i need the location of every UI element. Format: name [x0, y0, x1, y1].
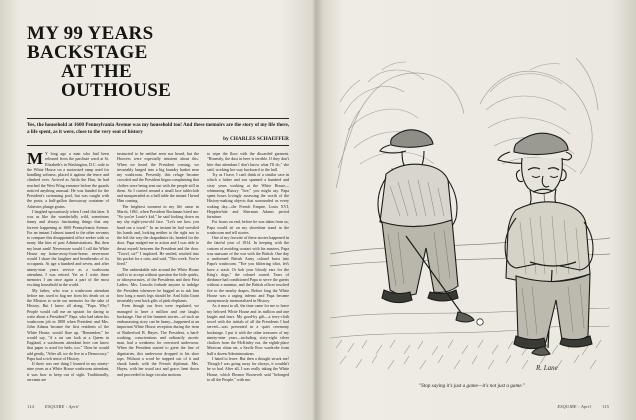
cartoon-illustration [330, 18, 610, 376]
article-deck: Yes, the household at 1600 Pennsylvania Avenue was my household too! And these memoirs are the story of my life there, a life spent, as it were, close to the very seat of history [27, 122, 289, 135]
folio-magazine-right: ESQUIRE : April [557, 404, 591, 409]
folio-page-number-left: 114 [27, 404, 35, 409]
deck-rule-bottom [27, 145, 289, 146]
headline-line-3: AT THE [61, 61, 132, 82]
paragraph: I laughed uproariously when I read this later. It was as like the wonderfully wild, sometimes funny and always fascinating things that any forever happening at 1600 Pennsylvania Avenue. For an instant I almost turned to the other servants to compare this disappointed office seeker with so many like him of past Administrations. But then my heart sank! Nevermore would I call the White House my home-away-from-home, nevermore would I share the laughter and heartbreaks of its occupants. At age a hundred and seven, and after ninety-nine years service as a washroom attendant, I was retired. Yet as I write these memoirs I am once again a part of the most exciting household in the world. [27, 208, 109, 288]
paragraph: If there was one thing I learned in my ninety-nine years as a White House washroom attendant, it was how to keep out of sight. Traditionally, servants are [27, 361, 109, 382]
paragraph: My father, who was a washroom attendant before me, used to bag me from his death cot at the Mission to write our memoirs for the sake of History. But I knew all along, "Papa. Why? People would call me an upstart for daring to write about a President?" Papa, who had taken his washroom job in 1808 when President and Mrs. John Adams became the first residents of the White House, would flare up. "Remember," he would say, "if a rat can look at a Queen in England, a washroom attendant here can know that paper is used for beds, too." Then he would add gently, "After all, we do live in a Democracy." Papa had a rich sense of History. [27, 287, 109, 361]
article-byline: by CHARLES SCHAEFFER [223, 136, 289, 142]
paragraph: instructed to be neither seen nor heard, but the Hoovers were especially insistent about this. When we heard the President coming, we invariably lunged into a big laundry basket near my washroom. Presently, this refuge became crowded and the President began complaining that clothes were being sent out with the people still in them. So I carried around a small lace tablecloth and masqueraded as a ball table the instant I heard Him coming. [117, 151, 199, 204]
cartoon-caption: "Stop saying it's just a game—it's not just a game." [418, 383, 525, 389]
paragraph: For hours on end, before he was taken from us, Papa would sit on my shoeshine stand in the washroom and tell stories. [207, 219, 289, 235]
headline-line-2: BACKSTAGE [27, 42, 148, 63]
paragraph: Try as I have, I can't think of a similar case in which a father and son spanned a hundred and sixty years working at the White House—whimming History "live," you might say. Papa spent hours lovingly assessing the worth of the History-making objects that surrounded us every waking day—the French Empire, Louis XVI, Hepplewhite and Sherman Adams period furniture. [207, 172, 289, 219]
paragraph: Y long ago a man who had been released from the parchute ward at St. Elizabeth's in Washington, D.C. rode to the White House on a motorized ramp used for handling softness, placed it against the fence and climbed over. Arrived as Attila the Hun, he had reached the West Wing entrance before the guards noticed anything unusual. He was handed for the President's swimming pool, but was caught with the posts; a half-gallon throwaway container of Asbestos plunge grains. [27, 151, 109, 209]
deck-rule-top [27, 118, 289, 119]
paragraph: The brightest moment in my life came in March, 1861, when President Buchanan hired me. "So you're Louie's kid," he said looking down on my shy eight-year-old face. "Let's see how you hand out a towel." In an instant he had wrestled his hands and, looking neither to the right nor to the left the way the chapadmire do, headed for the door. Papa nudged me to action and I was able to thrust myself between the President and the door. "Towel, sir?" I implored. He smiled, reached into his pocket for a coin, and said, "This week. You're fired." [117, 203, 199, 267]
body-column-1 [27, 151, 109, 399]
paragraph: Even though our lives were regulated, we managed to have a million and one laughs backstage. One of the funniest stories—of such an embarrassing story can be funny—happened at an important White House reception during the term of Rutherford B. Hayes. The President, a hard-working, conscientious and ordinarily ascetic man, had a weakness for oversized underwear. When the President started to greet the line of dignitaries, this underwear dropped to his shoe tops. Without a word he stepped out of it and shook hands with the French diplomat. Mrs. Hayes, with her usual tact and grace, bent down and proceeded in large circular motions [117, 303, 199, 377]
headline-line-4: OUTHOUSE [61, 80, 172, 101]
paragraph: As it must to all, the time came for me to leave my beloved White House and its million and one laughs and tears. My good-by gift—a terry-cloth towel with the initials of all the Presidents I had served—was presented in a quiet ceremony backstage. I put it with the other treasures of my ninety-nine years—including sixty-eight silver chalices from the McKinley era, the eighth-place Mexican china set, a Savile Row wardrobe from half a dozen Administrations. [207, 303, 289, 356]
drop-cap: M [27, 149, 44, 168]
folio-magazine-left: ESQUIRE : April [45, 404, 79, 409]
paragraph: to wipe the floor with the discarded garment. "Honestly, the dust in here is terrible. If they don't hire that attendant I don't know what I'll do," she said, working her way backward to the hall. [207, 151, 289, 172]
body-column-3 [207, 151, 289, 399]
body-column-2 [117, 151, 199, 399]
paragraph: One of my favorite of these stories happened in the fateful year of 1814. In keeping with the custom of avoiding contact with his masters, Papa was unaware of the war with the British. One day a uniformed British Army colonel burst into Papa's washroom. "'Ere you blittering idiot, let's have a wash. Or bob your bloody ears for the King's dogs," the colonel roared. Tears of diedance had conditioned Papa to serve the guests without a murmur, and the British officer touched fire to the nearby drapes. Before long the White House was a raging inferno and Papa became anonymously memorialized in History. [207, 235, 289, 303]
paragraph: The unbreakable rule around the White House staff is to accept without question the little quirks, or idiosyncrasies, of the Presidents and their First Ladies. Mrs. Lincoln forbade anyone to indulge the President whenever he begged us to ask him how long a man's legs should be. And Julia Grant invariably sent back gifts of pink elephants. [117, 266, 199, 303]
page-title [27, 24, 277, 100]
cartoon-signature: R. Lane [536, 364, 558, 372]
folio-page-number-right: 115 [601, 404, 609, 409]
paragraph: I hated to leave. But then a thought struck me! Though I was going away for always, it wouldn't be so bad. After all, I was really taking the White House, which Eleanor Roosevelt said "belonged to all the People," with me. [207, 355, 289, 382]
headline-line-1: MY 99 YEARS [27, 23, 154, 44]
